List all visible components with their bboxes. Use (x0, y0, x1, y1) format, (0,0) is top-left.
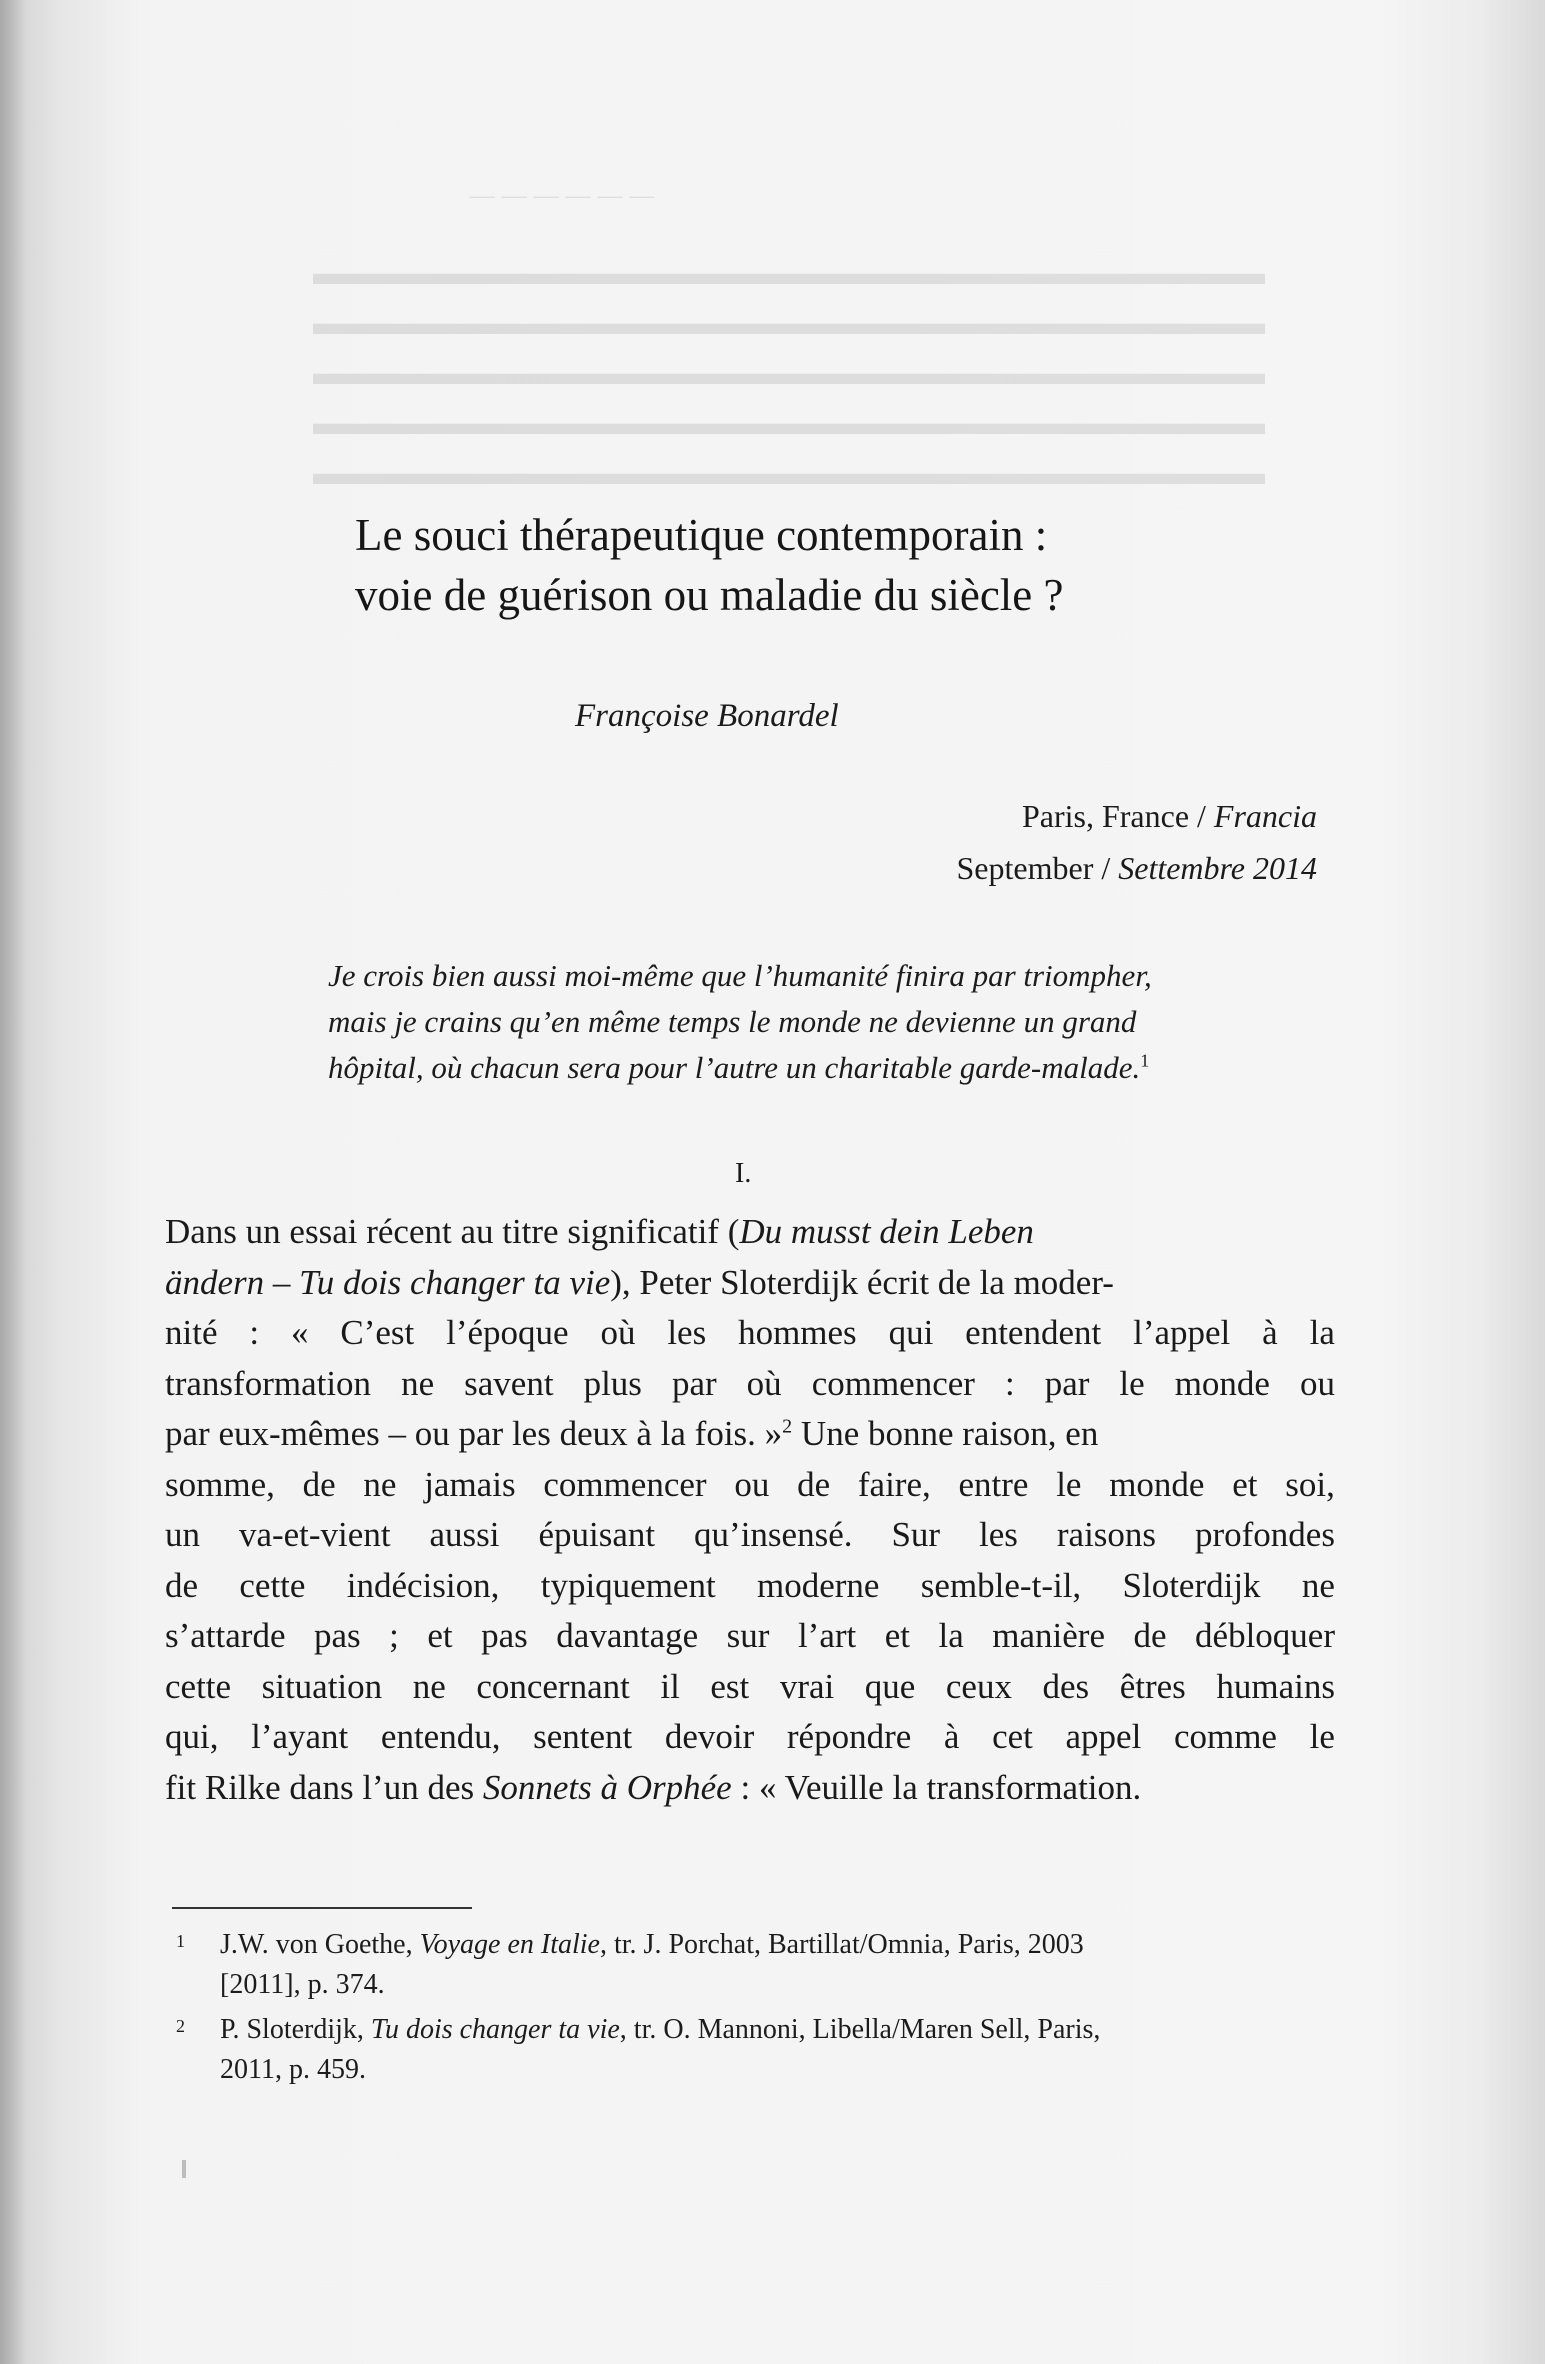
word: aussi (429, 1515, 500, 1554)
footnote-line: 2011, p. 459. (220, 2054, 366, 2085)
word: le (1119, 1363, 1145, 1403)
word: manière (992, 1616, 1105, 1655)
word: : (249, 1313, 260, 1352)
word: pas (313, 1616, 361, 1655)
body-line (165, 1359, 1335, 1410)
word: davantage (556, 1616, 699, 1655)
body-line (165, 1712, 1335, 1763)
text-run (165, 1207, 1034, 1258)
epigraph (328, 953, 1318, 1091)
word: profondes (1194, 1515, 1335, 1554)
word: humains (1216, 1666, 1335, 1706)
word: débloquer (1195, 1616, 1335, 1655)
word: savent (464, 1363, 554, 1403)
footnote-1 (170, 1925, 1340, 2005)
word: l’époque (446, 1313, 569, 1352)
word: ou (1299, 1363, 1335, 1403)
body-line (165, 1662, 1335, 1713)
word: faire, (857, 1464, 931, 1504)
word: typiquement (540, 1565, 716, 1605)
body-line (165, 1763, 1335, 1814)
word: par (1044, 1363, 1090, 1403)
word: le (1309, 1717, 1335, 1756)
place-and-date (957, 790, 1318, 894)
word: l’ayant (251, 1717, 349, 1756)
word: cette (165, 1666, 232, 1706)
word: monde (1174, 1363, 1270, 1403)
text-run: : « Veuille la transformation. (731, 1767, 1142, 1807)
word: de (1133, 1616, 1167, 1655)
word: va-et-vient (238, 1515, 391, 1554)
body-line (165, 1460, 1335, 1511)
word: êtres (1119, 1666, 1186, 1706)
footnote-line (220, 2010, 1340, 2050)
word: situation (261, 1666, 383, 1706)
word: semble-t-il, (920, 1565, 1082, 1605)
word: raisons (1056, 1515, 1157, 1554)
word: s’attarde (165, 1616, 286, 1655)
epigraph-line-3 (328, 1045, 1318, 1091)
word: ne (401, 1363, 435, 1403)
word: où (746, 1363, 782, 1403)
body-paragraph (165, 1207, 1335, 1813)
italic-title: ändern – Tu dois changer ta vie (165, 1262, 611, 1302)
word: où (600, 1313, 636, 1352)
article-title (355, 505, 1255, 625)
word: qu’insensé. (694, 1515, 853, 1554)
word: monde (1109, 1464, 1205, 1504)
word: transformation (165, 1363, 372, 1403)
word: commencer (543, 1464, 707, 1504)
word: par (671, 1363, 717, 1403)
word: sur (726, 1616, 770, 1655)
text-run: , tr. O. Mannoni, Libella/Maren Sell, Paris, (619, 2014, 1101, 2045)
italic-title: Du musst dein Leben (739, 1212, 1034, 1251)
word: à (943, 1717, 960, 1756)
word: un (165, 1515, 200, 1554)
word: de (797, 1464, 831, 1504)
word: et (427, 1616, 453, 1655)
word: à (1262, 1313, 1278, 1352)
word: nité (165, 1313, 218, 1352)
word: cet (992, 1717, 1033, 1756)
word: devoir (664, 1717, 755, 1756)
footnote-line (220, 1925, 1340, 1965)
body-line (165, 1611, 1335, 1662)
word: cette (239, 1565, 306, 1605)
epigraph-line-1: Je crois bien aussi moi-même que l’humanité finira par triompher, (328, 958, 1152, 993)
text-run (165, 1258, 1114, 1309)
footnote-ref-2: 2 (782, 1415, 793, 1438)
word: ; (389, 1616, 399, 1655)
word: de (302, 1464, 336, 1504)
text-run (165, 1763, 1141, 1814)
text-run: , tr. J. Porchat, Bartillat/Omnia, Paris, 2003 (599, 1929, 1084, 1960)
word: appel (1065, 1717, 1142, 1756)
epigraph-line-2: mais je crains qu’en même temps le monde ne devienne un grand (328, 1004, 1137, 1039)
text-run: Une bonne raison, en (792, 1414, 1099, 1453)
word: jamais (424, 1464, 516, 1504)
word: moderne (757, 1565, 880, 1605)
word: ne (1301, 1565, 1335, 1605)
word: la (1309, 1313, 1335, 1352)
word: il (660, 1666, 680, 1706)
italic-title: Tu dois changer ta vie (370, 2014, 620, 2045)
word: entendu, (380, 1717, 501, 1756)
word: ou (734, 1464, 770, 1504)
word: : (1004, 1363, 1015, 1403)
word: que (864, 1666, 916, 1706)
author-name: Françoise Bonardel (575, 698, 839, 734)
text-run: Dans un essai récent au titre significatif ( (165, 1212, 740, 1251)
text-run: P. Sloterdijk, (220, 2014, 371, 2045)
word: l’appel (1133, 1313, 1231, 1352)
footnote-2 (170, 2010, 1340, 2090)
word: hommes (738, 1313, 857, 1352)
date-line (957, 842, 1318, 894)
word: sentent (533, 1717, 633, 1756)
word: les (667, 1313, 707, 1352)
date: September / (956, 850, 1119, 886)
text-run: fit Rilke dans l’un des (165, 1767, 483, 1807)
footnotes (170, 1925, 1340, 2095)
title-line-1: Le souci thérapeutique contemporain : (355, 510, 1048, 560)
word: épuisant (538, 1515, 656, 1554)
word: qui, (165, 1717, 219, 1756)
word: pas (481, 1616, 528, 1655)
italic-title: Sonnets à Orphée (482, 1767, 732, 1807)
date-alt: Settembre 2014 (1118, 850, 1317, 886)
word: de (165, 1565, 199, 1605)
word: le (1056, 1464, 1082, 1504)
word: des (1042, 1666, 1090, 1706)
word: soi, (1285, 1464, 1335, 1504)
body-line (165, 1308, 1335, 1359)
section-number: I. (735, 1158, 752, 1189)
word: indécision, (346, 1565, 500, 1605)
word: Sur (891, 1515, 941, 1554)
word: entre (958, 1464, 1029, 1504)
text-run (165, 1409, 1098, 1460)
footnote-number: 1 (176, 1931, 185, 1951)
text-run: J.W. von Goethe, (220, 1929, 420, 1960)
body-line (165, 1258, 1335, 1309)
word: et (1232, 1464, 1258, 1504)
word: et (884, 1616, 911, 1655)
body-line (165, 1207, 1335, 1258)
word: ne (363, 1464, 397, 1504)
word: entendent (965, 1313, 1102, 1352)
word: Sloterdijk (1122, 1565, 1261, 1605)
epigraph-line-3-text: hôpital, où chacun sera pour l’autre un charitable garde-malade. (328, 1050, 1141, 1085)
body-line (165, 1510, 1335, 1561)
word: répondre (786, 1717, 912, 1756)
text-run: par eux-mêmes – ou par les deux à la fois. » (165, 1414, 783, 1453)
italic-title: Voyage en Italie (419, 1929, 600, 1960)
footnote-divider (172, 1907, 472, 1909)
text-run: ), Peter Sloterdijk écrit de la moder- (610, 1262, 1114, 1302)
location: Paris, France / (1021, 798, 1214, 834)
word: concernant (476, 1666, 630, 1706)
scan-mark (182, 2160, 186, 2178)
word: ne (412, 1666, 446, 1706)
footnote-number: 2 (176, 2016, 185, 2036)
word: la (938, 1616, 964, 1655)
body-line (165, 1409, 1335, 1460)
word: C’est (340, 1313, 415, 1352)
footnote-line: [2011], p. 374. (220, 1969, 385, 2000)
location-alt: Francia (1213, 798, 1317, 834)
word: comme (1173, 1717, 1277, 1756)
word: vrai (779, 1666, 835, 1706)
word: plus (583, 1363, 642, 1403)
title-line-2: voie de guérison ou maladie du siècle ? (355, 570, 1064, 620)
word: commencer (811, 1363, 975, 1403)
word: les (979, 1515, 1018, 1554)
footnote-ref-1: 1 (1140, 1050, 1150, 1071)
location-line (957, 790, 1318, 842)
word: ceux (945, 1666, 1012, 1706)
word: l’art (797, 1616, 857, 1655)
word: « (290, 1313, 309, 1352)
word: est (710, 1666, 750, 1706)
word: somme, (165, 1464, 275, 1504)
body-line (165, 1561, 1335, 1612)
word: qui (888, 1313, 934, 1352)
